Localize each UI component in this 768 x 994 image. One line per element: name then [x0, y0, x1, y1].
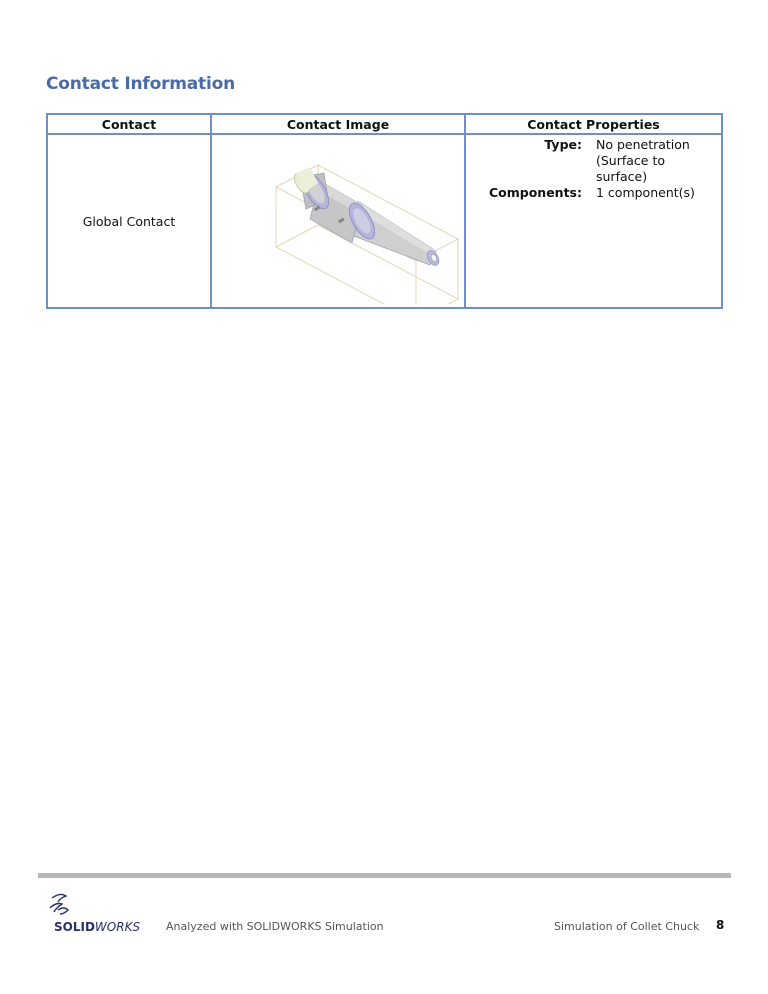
section-title: Contact Information [46, 74, 235, 94]
property-type-row [466, 137, 721, 185]
property-components-row [466, 185, 721, 201]
contact-properties-cell [465, 134, 722, 308]
header-contact-image: Contact Image [211, 114, 465, 134]
contact-table [46, 113, 723, 309]
property-label: Type: [544, 137, 582, 152]
table-row [47, 134, 722, 308]
footer-analyzed-with: Analyzed with SOLIDWORKS Simulation [166, 920, 384, 933]
footer-document-title: Simulation of Collet Chuck [554, 920, 700, 933]
footer-divider [38, 873, 731, 878]
property-value: No penetration (Surface to surface) [596, 137, 690, 184]
collet-chuck-model-image [212, 135, 466, 304]
contact-name: Global Contact [82, 213, 176, 229]
property-label: Components: [488, 185, 582, 200]
contact-name-cell [47, 134, 211, 308]
property-value: 1 component(s) [596, 185, 695, 200]
header-contact-properties: Contact Properties [465, 114, 722, 134]
logo-part-solid: SOLID [54, 920, 95, 934]
table-header-row [47, 114, 722, 134]
logo-part-works: WORKS [94, 920, 141, 934]
page-number: 8 [716, 918, 725, 932]
contact-image-cell [211, 134, 465, 308]
header-contact: Contact [47, 114, 211, 134]
solidworks-logo [54, 920, 140, 934]
